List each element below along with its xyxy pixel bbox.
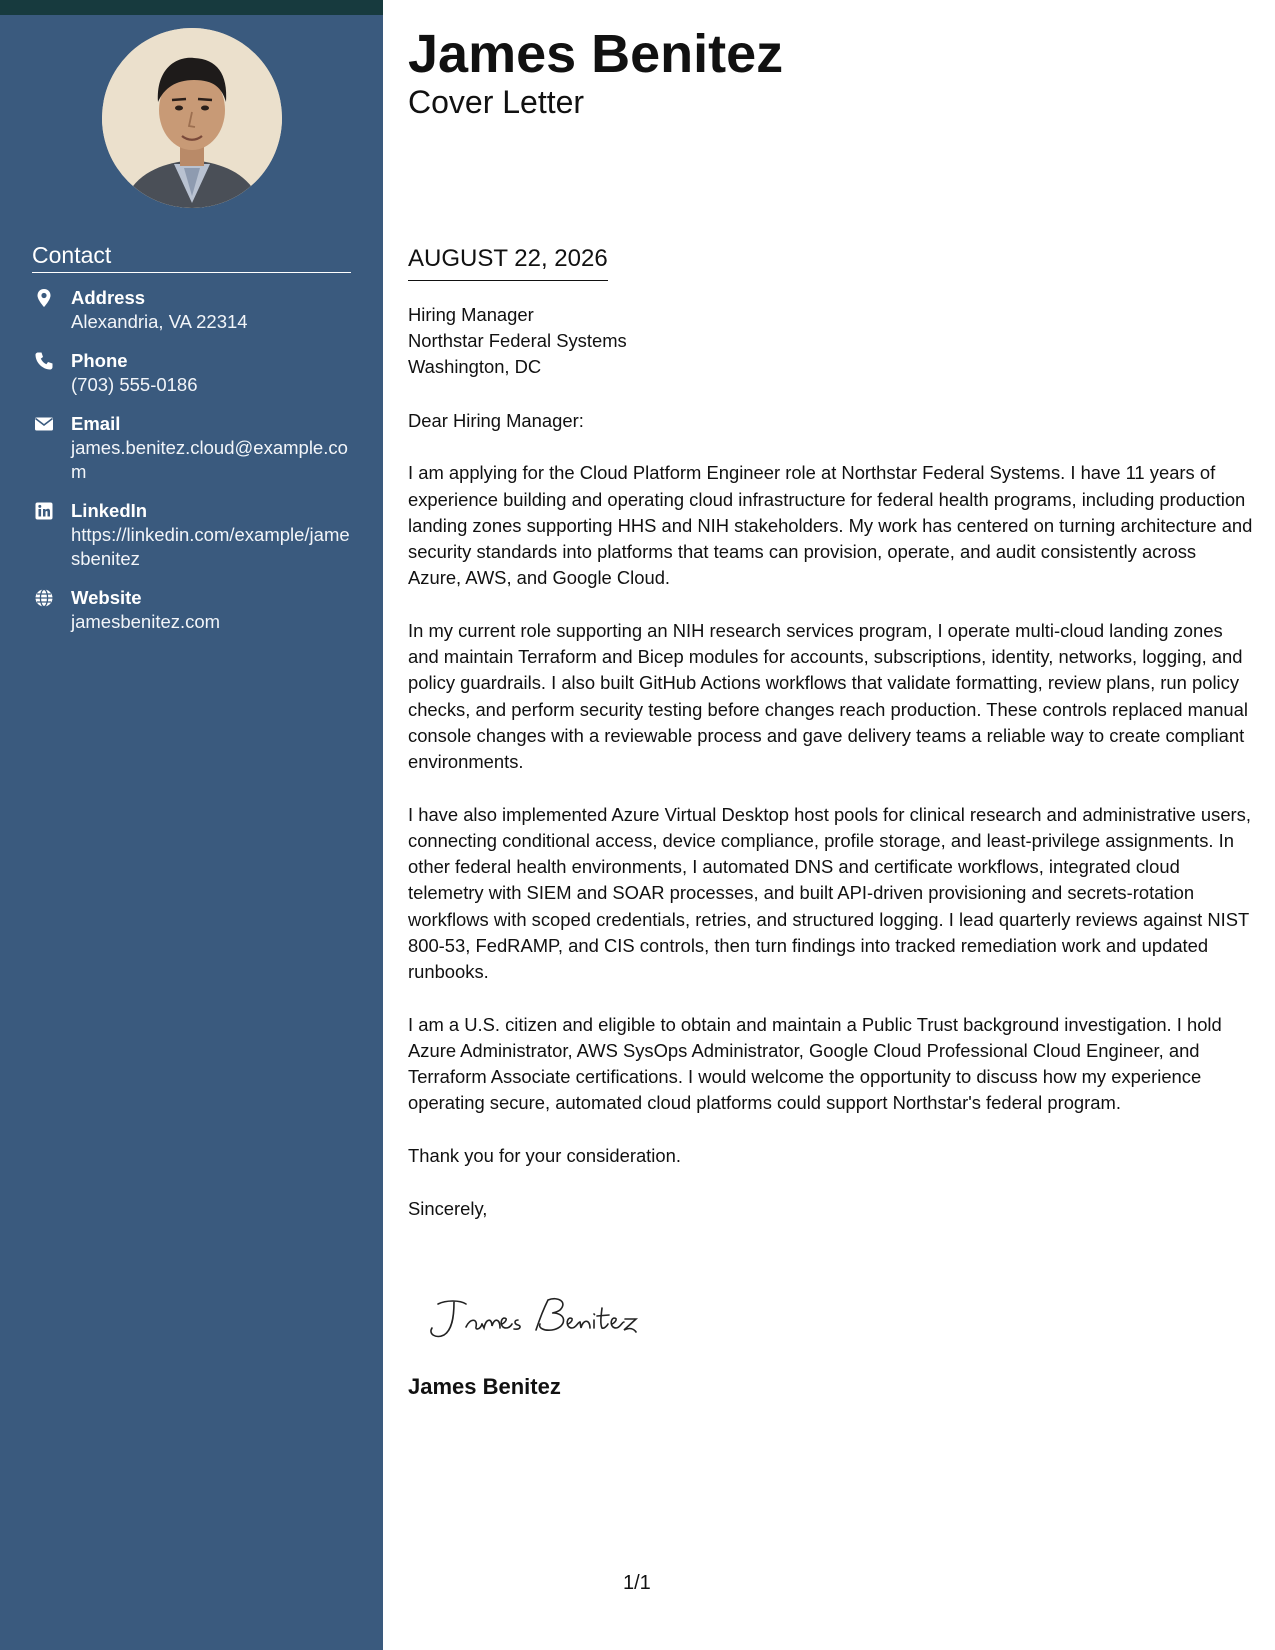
contact-heading: Contact: [32, 240, 351, 273]
contact-list: [32, 286, 352, 649]
body-paragraph-2: In my current role supporting an NIH research services program, I operate multi-cloud landing zones and maintain Terraform and Bicep modules for accounts, subscriptions, identity, networks, logging, and policy guardrails. I also built GitHub Actions workflows that validate formatting, review plans, run policy checks, and perform security testing before changes reach production. These controls replaced manual console changes with a reviewable process and gave delivery teams a reliable way to create compliant environments.: [408, 620, 1248, 773]
recipient-company: Northstar Federal Systems: [408, 330, 627, 352]
globe-icon: [34, 588, 54, 608]
thanks-line: Thank you for your consideration.: [408, 1145, 681, 1167]
letter-body: [408, 302, 1253, 1249]
document-type: Cover Letter: [408, 84, 585, 120]
salutation: Dear Hiring Manager:: [408, 409, 584, 431]
handwritten-signature: [408, 1282, 668, 1352]
envelope-icon: [34, 414, 54, 434]
recipient-title: Hiring Manager: [408, 304, 534, 325]
contact-item-website: [32, 586, 352, 634]
letter-date: AUGUST 22, 2026: [408, 244, 608, 281]
contact-label: LinkedIn: [71, 500, 148, 521]
contact-label: Website: [71, 587, 142, 608]
phone-icon: [34, 351, 54, 371]
email-value[interactable]: james.benitez.cloud@example.com: [71, 437, 348, 482]
contact-item-address: [32, 286, 352, 334]
contact-item-email: [32, 412, 352, 484]
closing-line: Sincerely,: [408, 1198, 488, 1220]
body-paragraph-3: I have also implemented Azure Virtual Desktop host pools for clinical research and administrative users, connecting conditional access, device compliance, profile storage, and least-privilege assignments. In other federal health environments, I automated DNS and certificate workflows, integrated cloud telemetry with SIEM and SOAR processes, and built API-driven provisioning and secrets-rotation workflows with scoped credentials, retries, and structured logging. I lead quarterly reviews against NIST 800-53, FedRAMP, and CIS controls, then turn findings into tracked remediation work and updated runbooks.: [408, 803, 1251, 983]
map-pin-icon: [34, 288, 54, 308]
linkedin-icon: [34, 501, 54, 521]
contact-item-phone: [32, 349, 352, 397]
contact-item-linkedin: [32, 499, 352, 571]
profile-photo: [102, 28, 282, 208]
applicant-name: James Benitez: [408, 24, 784, 84]
contact-label: Address: [71, 287, 146, 308]
page-number: 1/1: [623, 1572, 651, 1594]
phone-value: (703) 555-0186: [71, 374, 198, 395]
recipient-location: Washington, DC: [408, 356, 542, 378]
sidebar-top-bar: [0, 0, 383, 15]
contact-label: Phone: [71, 350, 128, 371]
sidebar: [0, 0, 383, 1650]
linkedin-value[interactable]: https://linkedin.com/example/jamesbenitez: [71, 524, 350, 569]
contact-label: Email: [71, 413, 121, 434]
website-value[interactable]: jamesbenitez.com: [71, 611, 221, 632]
body-paragraph-1: I am applying for the Cloud Platform Engineer role at Northstar Federal Systems. I have 11 years of experience building and operating cloud infrastructure for federal health programs, including production landing zones supporting HHS and NIH stakeholders. My work has centered on turning architecture and security standards into platforms that teams can provision, operate, and audit consistently across Azure, AWS, and Google Cloud.: [408, 462, 1253, 589]
address-value: Alexandria, VA 22314: [71, 311, 248, 332]
body-paragraph-4: I am a U.S. citizen and eligible to obtain and maintain a Public Trust background investigation. I hold Azure Administrator, AWS SysOps Administrator, Google Cloud Professional Cloud Engineer, and Terraform Associate certifications. I would welcome the opportunity to discuss how my experience operating secure, automated cloud platforms could support Northstar's federal program.: [408, 1013, 1222, 1114]
signer-name: James Benitez: [408, 1374, 561, 1399]
recipient-block: [408, 302, 1253, 381]
